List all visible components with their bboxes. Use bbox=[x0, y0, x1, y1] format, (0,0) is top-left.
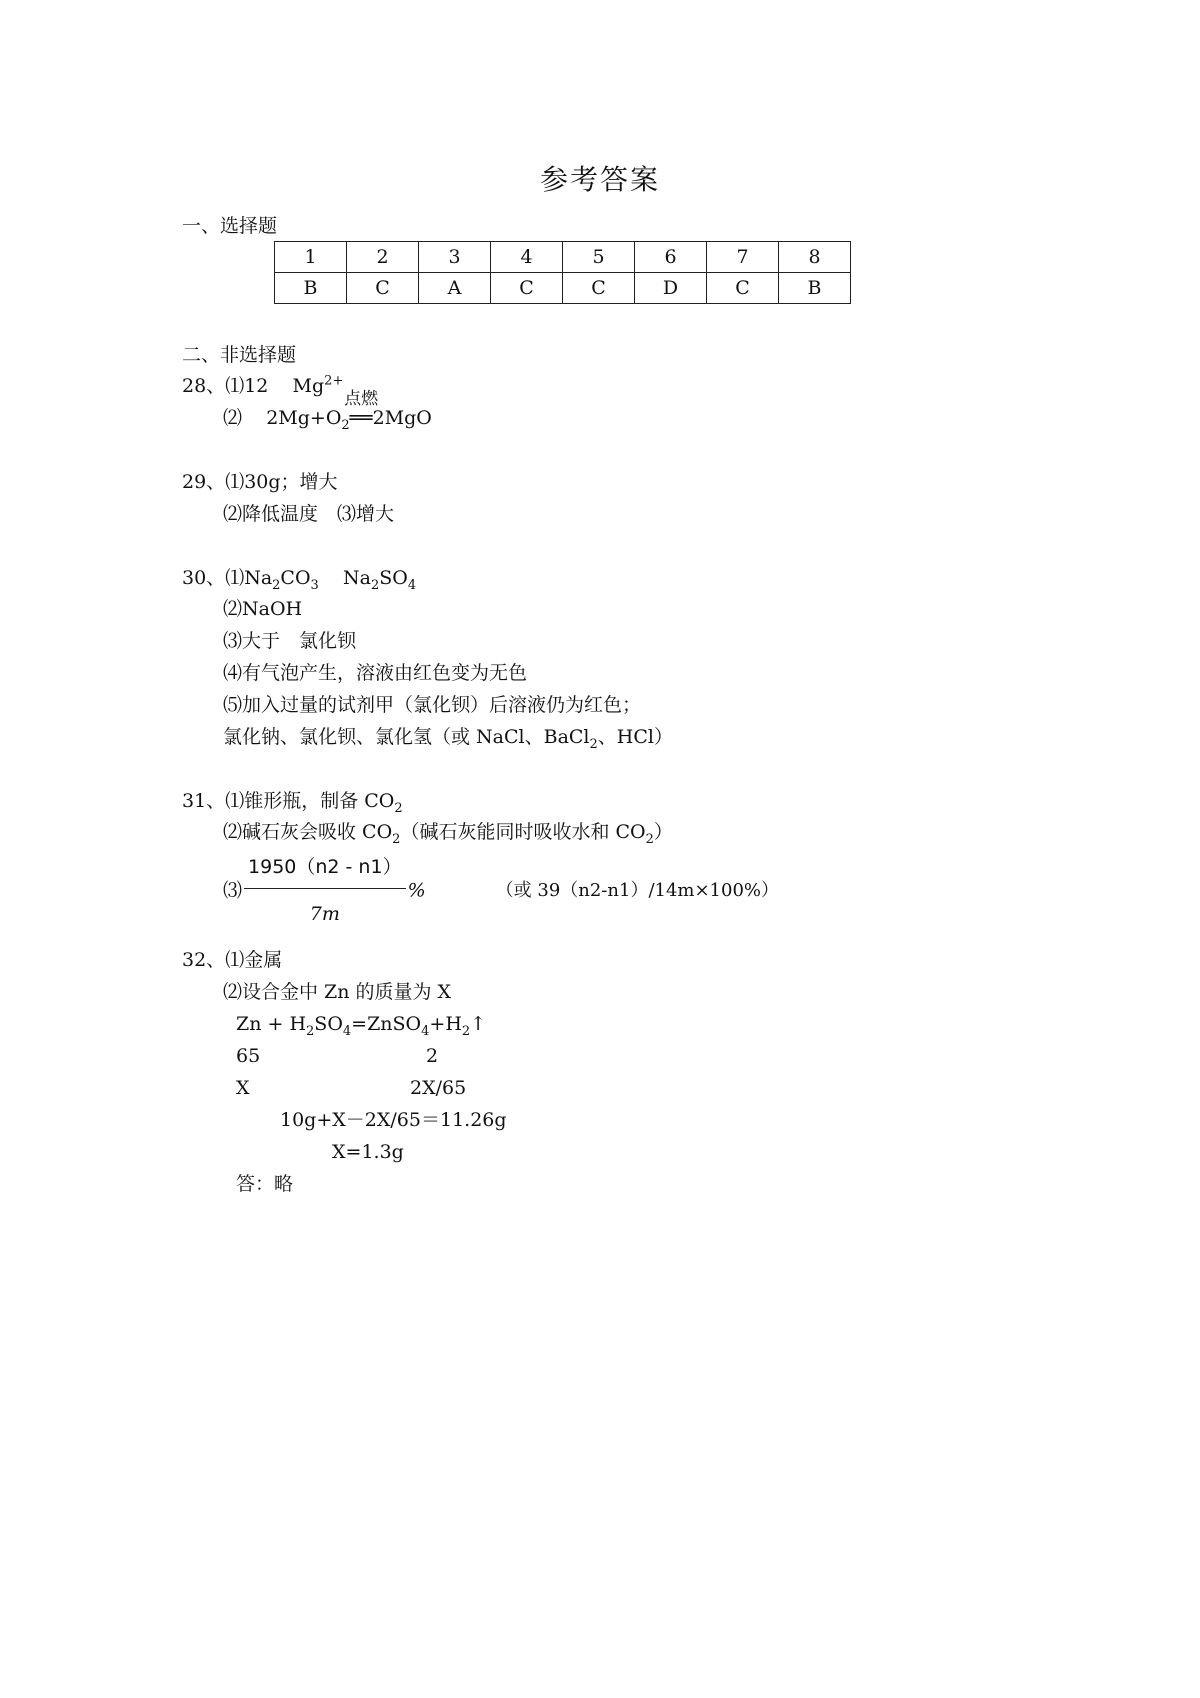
q32-eq-arrow: ↑ bbox=[470, 1013, 487, 1035]
percent-sign: % bbox=[407, 879, 426, 902]
q30-sub: 4 bbox=[407, 577, 417, 593]
q31-sub: 2 bbox=[392, 831, 401, 847]
q28-eq-sign: ══ bbox=[349, 407, 373, 429]
q28-ion-charge: 2+ bbox=[324, 373, 344, 389]
q31-line3-label: ⑶ bbox=[223, 879, 243, 902]
q32-ratio-row1-right: 2 bbox=[426, 1045, 439, 1067]
q29-line2: ⑵降低温度 ⑶增大 bbox=[223, 503, 395, 525]
q32-ratio-row2: X bbox=[236, 1077, 250, 1099]
table-cell: 3 bbox=[419, 242, 491, 273]
q30-line6-b: 、HCl） bbox=[597, 726, 673, 748]
q32-line1 bbox=[182, 948, 282, 972]
table-cell: C bbox=[347, 273, 419, 304]
q32-eq-a: Zn + H bbox=[236, 1013, 307, 1035]
q31-sub: 2 bbox=[394, 800, 403, 816]
q32-calculation: 10g+X－2X/65＝11.26g bbox=[280, 1109, 507, 1131]
q32-answer1: ⑴金属 bbox=[225, 949, 283, 971]
page-title: 参考答案 bbox=[539, 163, 660, 196]
q32-eq-c: =ZnSO bbox=[351, 1013, 422, 1035]
q30-line2: ⑵NaOH bbox=[223, 598, 303, 620]
table-cell: 7 bbox=[707, 242, 779, 273]
table-cell: 6 bbox=[635, 242, 707, 273]
q32-answer-note: 答：略 bbox=[236, 1173, 294, 1195]
q30-formula1-a: ⑴Na bbox=[225, 567, 273, 589]
q28-line2 bbox=[223, 389, 432, 433]
q32-equation bbox=[236, 1012, 487, 1039]
table-cell: 2 bbox=[347, 242, 419, 273]
q32-ratio-row2-right: 2X/65 bbox=[410, 1077, 467, 1099]
table-cell: C bbox=[491, 273, 563, 304]
table-cell: A bbox=[419, 273, 491, 304]
q32-result: X=1.3g bbox=[332, 1141, 404, 1163]
table-cell: C bbox=[563, 273, 635, 304]
table-cell: C bbox=[707, 273, 779, 304]
q30-sub: 3 bbox=[310, 577, 319, 593]
q28-condition-label: 点燃 bbox=[344, 389, 379, 409]
q30-formula2-a: Na bbox=[343, 567, 371, 589]
q32-sub: 4 bbox=[421, 1023, 430, 1039]
q31-line2 bbox=[223, 820, 673, 847]
q32-eq-d: +H bbox=[429, 1013, 462, 1035]
q31-fraction bbox=[244, 850, 406, 931]
question-number-row bbox=[275, 242, 851, 273]
q30-line6-a: 氯化钠、氯化钡、氯化氢（或 NaCl、BaCl bbox=[223, 726, 590, 748]
fraction-denominator: 7m bbox=[309, 903, 340, 925]
q32-line2: ⑵设合金中 Zn 的质量为 X bbox=[223, 981, 452, 1003]
q31-alternative: （或 39（n2-n1）/14m×100%） bbox=[495, 879, 780, 901]
q30-label: 30、 bbox=[182, 567, 226, 589]
q31-line1 bbox=[182, 789, 403, 816]
table-cell: D bbox=[635, 273, 707, 304]
q28-label: 28、 bbox=[182, 375, 226, 397]
q32-eq-b: SO bbox=[314, 1013, 343, 1035]
q29-answer1: ⑴30g；增大 bbox=[225, 471, 338, 493]
q32-label: 32、 bbox=[182, 949, 226, 971]
q30-line5: ⑸加入过量的试剂甲（氯化钡）后溶液仍为红色； bbox=[223, 694, 642, 716]
table-cell: 4 bbox=[491, 242, 563, 273]
fraction-numerator: 1950（n2 - n1） bbox=[244, 850, 406, 889]
table-cell: B bbox=[275, 273, 347, 304]
q30-line4: ⑷有气泡产生，溶液由红色变为无色 bbox=[223, 662, 528, 684]
q30-line1 bbox=[182, 566, 417, 593]
q31-label: 31、 bbox=[182, 790, 226, 812]
q32-sub: 2 bbox=[461, 1023, 471, 1039]
table-cell: 8 bbox=[779, 242, 851, 273]
q28-ion: Mg bbox=[292, 375, 325, 397]
q30-formula1-b: CO bbox=[280, 567, 311, 589]
q31-line2-a: ⑵碱石灰会吸收 CO bbox=[223, 821, 393, 843]
q31-line2-c: ） bbox=[653, 821, 673, 843]
q28-eq-right: 2MgO bbox=[372, 407, 432, 429]
table-cell: 1 bbox=[275, 242, 347, 273]
q30-formula2-b: SO bbox=[379, 567, 408, 589]
q31-line3 bbox=[223, 850, 779, 931]
answer-table bbox=[274, 241, 851, 304]
q28-line1 bbox=[182, 374, 343, 398]
q30-sub: 2 bbox=[370, 577, 380, 593]
q31-answer1: ⑴锥形瓶，制备 CO bbox=[225, 790, 395, 812]
section-heading-nonchoice: 二、非选择题 bbox=[182, 344, 297, 366]
q28-condition bbox=[344, 389, 379, 430]
q32-sub: 2 bbox=[306, 1023, 315, 1039]
q29-label: 29、 bbox=[182, 471, 226, 493]
q32-sub: 4 bbox=[342, 1023, 352, 1039]
q28-eq-left: 2Mg+O bbox=[266, 407, 342, 429]
answer-row bbox=[275, 273, 851, 304]
table-cell: 5 bbox=[563, 242, 635, 273]
q29-line1 bbox=[182, 470, 338, 494]
q31-line2-b: （碱石灰能同时吸收水和 CO bbox=[400, 821, 646, 843]
q30-sub: 2 bbox=[272, 577, 281, 593]
q28-p1: ⑴12 bbox=[225, 375, 269, 397]
q31-sub: 2 bbox=[645, 831, 654, 847]
table-cell: B bbox=[779, 273, 851, 304]
q30-sub: 2 bbox=[589, 736, 598, 752]
section-heading-choice: 一、选择题 bbox=[182, 215, 278, 237]
q30-line6 bbox=[223, 725, 673, 752]
q32-ratio-row1: 65 bbox=[236, 1045, 261, 1067]
q30-line3: ⑶大于 氯化钡 bbox=[223, 630, 357, 652]
q28-p2-label: ⑵ bbox=[223, 407, 243, 429]
q28-eq-sub: 2 bbox=[341, 417, 350, 433]
